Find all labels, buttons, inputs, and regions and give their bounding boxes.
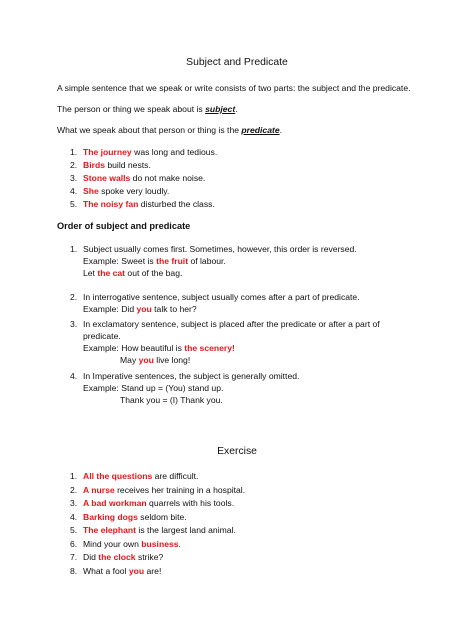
exercise-list: [57, 470, 245, 578]
list-number: 3.: [70, 319, 78, 329]
predicate-text: disturbed the class.: [138, 199, 215, 209]
intro-p2-text: The person or thing we speak about is: [57, 104, 206, 114]
list-number: 3.: [70, 173, 78, 183]
list-number: 1.: [70, 244, 78, 254]
subject-highlight: A bad workman: [83, 498, 147, 508]
exercise-text: seldom bite.: [137, 511, 187, 522]
example-text: of labour.: [188, 256, 226, 266]
subject-term: subject: [205, 104, 236, 114]
rule-example: Example: Stand up = (You) stand up.: [83, 383, 224, 393]
exercise-text: strike?: [135, 552, 164, 562]
exercise-text: .: [178, 538, 181, 549]
list-number: 4.: [70, 186, 78, 196]
example-text: live long!: [153, 355, 191, 365]
subject-highlight: A nurse: [83, 484, 115, 495]
rule-text: In Imperative sentences, the subject is generally omitted.: [83, 371, 300, 381]
predicate-text: build nests.: [104, 160, 151, 170]
example-text: Example: How beautiful is: [83, 343, 185, 353]
exercise-item: [57, 551, 245, 565]
list-item: [57, 185, 217, 198]
predicate-term: predicate: [241, 125, 280, 135]
exercise-item: [57, 524, 245, 538]
list-number: 5.: [70, 525, 78, 535]
list-item: [57, 172, 217, 185]
exercise-text: Mind your own: [83, 538, 142, 549]
list-item: [57, 146, 217, 159]
intro-paragraph-3: [57, 124, 282, 136]
example-text: Let: [83, 268, 98, 278]
intro-paragraph-1: A simple sentence that we speak or write consists of two parts: the subject and the predicate.: [57, 83, 411, 93]
subject-highlight: you: [128, 565, 145, 576]
predicate-text: do not make noise.: [130, 173, 206, 183]
rule-text: Subject usually comes first. Sometimes, however, this order is reversed.: [83, 244, 357, 254]
subject-highlight: you: [138, 355, 154, 365]
rule-example: [83, 267, 380, 279]
subject-highlight: The journey: [83, 147, 132, 157]
intro-p2-end: .: [235, 104, 238, 114]
list-number: 2.: [70, 484, 78, 495]
subject-highlight: the cat: [97, 268, 126, 278]
exercise-text: are!: [144, 565, 162, 576]
example-text: Example: Sweet is: [83, 256, 157, 266]
subject-highlight: The elephant: [83, 525, 137, 535]
rule-example: Thank you = (I) Thank you.: [120, 395, 223, 405]
list-number: 4.: [70, 511, 78, 522]
exercise-item: [57, 497, 245, 511]
rule-example: [83, 342, 380, 354]
rules-list: [57, 243, 380, 410]
list-number: 8.: [70, 565, 78, 576]
subject-highlight: Barking dogs: [83, 511, 138, 522]
list-number: 2.: [70, 292, 78, 302]
predicate-text: was long and tedious.: [131, 147, 218, 157]
subject-highlight: the clock: [98, 552, 136, 562]
exercise-text: receives her training in a hospital.: [114, 484, 246, 495]
intro-p3-end: .: [279, 125, 283, 135]
example-text: Example: Did: [83, 304, 137, 314]
list-number: 4.: [70, 371, 78, 381]
subject-highlight: the fruit: [156, 256, 189, 266]
list-number: 6.: [70, 538, 78, 549]
exercise-text: What a fool: [83, 565, 129, 576]
exercise-heading: Exercise: [217, 446, 257, 457]
subject-highlight: Birds: [83, 160, 105, 170]
example-list: [57, 146, 217, 211]
subject-highlight: business: [141, 538, 179, 549]
example-text: talk to her?: [151, 304, 197, 314]
rule-example: [83, 303, 380, 315]
exercise-item: [57, 484, 245, 498]
rule-text: In exclamatory sentence, subject is placed after the predicate or after a part of: [83, 319, 380, 329]
intro-p3-text: What we speak about that person or thing is the: [57, 125, 242, 135]
rule-text: In interrogative sentence, subject usually comes after a part of predicate.: [83, 292, 360, 302]
exercise-item: [57, 538, 245, 552]
exercise-item: [57, 511, 245, 525]
list-number: 1.: [70, 471, 78, 481]
example-text: out of the bag.: [125, 268, 183, 278]
list-number: 3.: [70, 498, 78, 508]
list-number: 1.: [70, 147, 78, 157]
subject-highlight: She: [83, 186, 99, 196]
subject-highlight: the scenery!: [184, 343, 235, 353]
exercise-text: quarrels with his tools.: [146, 498, 235, 508]
exercise-text: Did: [83, 552, 99, 562]
list-item: [57, 159, 217, 172]
subject-highlight: you: [136, 304, 152, 314]
list-number: 2.: [70, 160, 78, 170]
rule-item-1: [57, 243, 380, 291]
rule-text: predicate.: [83, 331, 121, 341]
exercise-item: [57, 565, 245, 579]
order-heading: Order of subject and predicate: [57, 221, 191, 231]
exercise-item: [57, 470, 245, 484]
rule-item-3: [57, 318, 380, 370]
list-number: 5.: [70, 199, 78, 209]
exercise-text: is the largest land animal.: [136, 525, 236, 535]
document-title: Subject and Predicate: [186, 57, 288, 68]
list-number: 7.: [70, 552, 78, 562]
subject-highlight: All the questions: [83, 471, 153, 481]
rule-example: [83, 354, 380, 366]
rule-item-4: [57, 370, 380, 410]
predicate-text: spoke very loudly.: [98, 186, 170, 196]
rule-item-2: [57, 291, 380, 318]
list-item: [57, 198, 217, 211]
subject-highlight: Stone walls: [83, 173, 131, 183]
example-text: May: [120, 355, 139, 365]
exercise-text: are difficult.: [152, 471, 199, 481]
subject-highlight: The noisy fan: [83, 199, 139, 209]
intro-paragraph-2: [57, 103, 238, 115]
rule-example: [83, 255, 380, 267]
